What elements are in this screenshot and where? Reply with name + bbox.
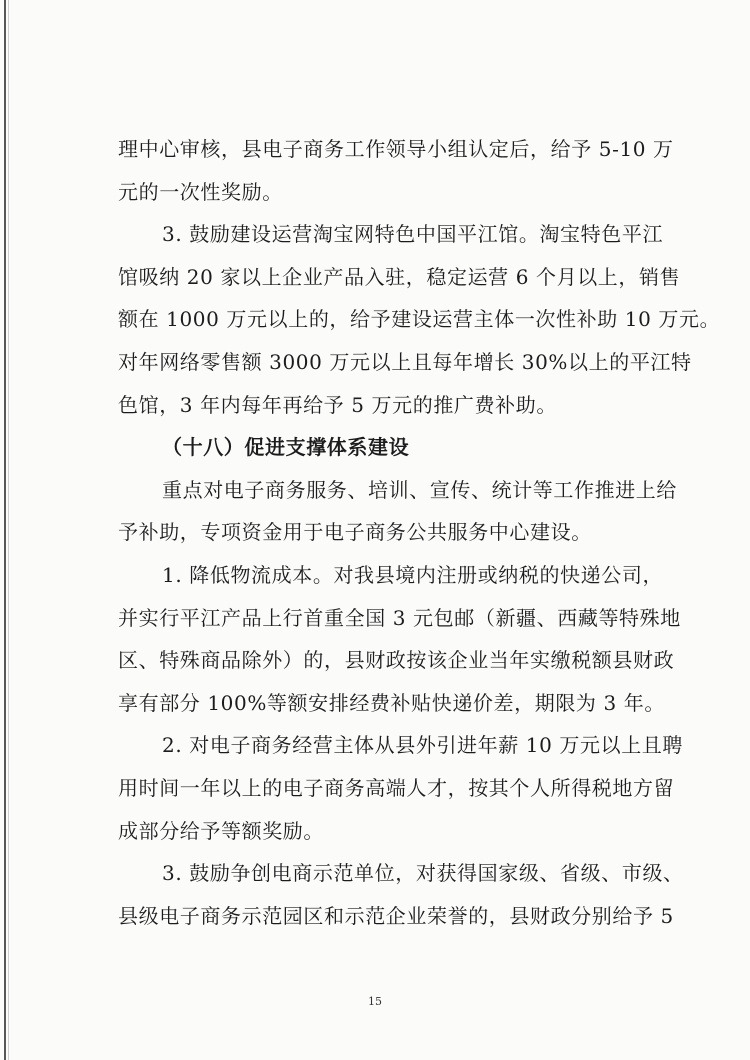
text-line: 予补助，专项资金用于电子商务公共服务中心建设。 — [118, 520, 592, 545]
text-line: 对年网络零售额 3000 万元以上且每年增长 30%以上的平江特 — [118, 349, 692, 374]
text-line: 馆吸纳 20 家以上企业产品入驻，稳定运营 6 个月以上，销售 — [118, 264, 681, 289]
text-line: 重点对电子商务服务、培训、宣传、统计等工作推进上给 — [162, 477, 677, 502]
scan-edge-line — [4, 0, 6, 1060]
text-line: 县级电子商务示范园区和示范企业荣誉的，县财政分别给予 5 — [118, 903, 674, 928]
text-line: 色馆，3 年内每年再给予 5 万元的推广费补助。 — [118, 392, 557, 417]
text-line: 2. 对电子商务经营主体从县外引进年薪 10 万元以上且聘 — [162, 733, 684, 758]
text-line: 并实行平江产品上行首重全国 3 元包邮（新疆、西藏等特殊地 — [118, 605, 681, 630]
text-line: 成部分给予等额奖励。 — [118, 818, 324, 843]
document-body — [118, 128, 721, 937]
text-line: 用时间一年以上的电子商务高端人才，按其个人所得税地方留 — [118, 775, 675, 800]
text-line: 区、特殊商品除外）的，县财政按该企业当年实缴税额县财政 — [118, 648, 675, 673]
text-line: 3. 鼓励建设运营淘宝网特色中国平江馆。淘宝特色平江 — [162, 222, 664, 247]
text-line: 理中心审核，县电子商务工作领导小组认定后，给予 5-10 万 — [118, 137, 674, 161]
text-line: 元的一次性奖励。 — [118, 179, 283, 204]
text-line: 享有部分 100%等额安排经费补贴快递价差，期限为 3 年。 — [118, 690, 665, 715]
scan-edge-shadow — [8, 0, 9, 1060]
page-number: 15 — [368, 995, 382, 1008]
text-line: 1. 降低物流成本。对我县境内注册或纳税的快递公司， — [162, 562, 664, 587]
text-line: 3. 鼓励争创电商示范单位，对获得国家级、省级、市级、 — [162, 861, 684, 886]
text-line: 额在 1000 万元以上的，给予建设运营主体一次性补助 10 万元。 — [118, 307, 721, 332]
section-heading: （十八）促进支撑体系建设 — [162, 435, 410, 460]
